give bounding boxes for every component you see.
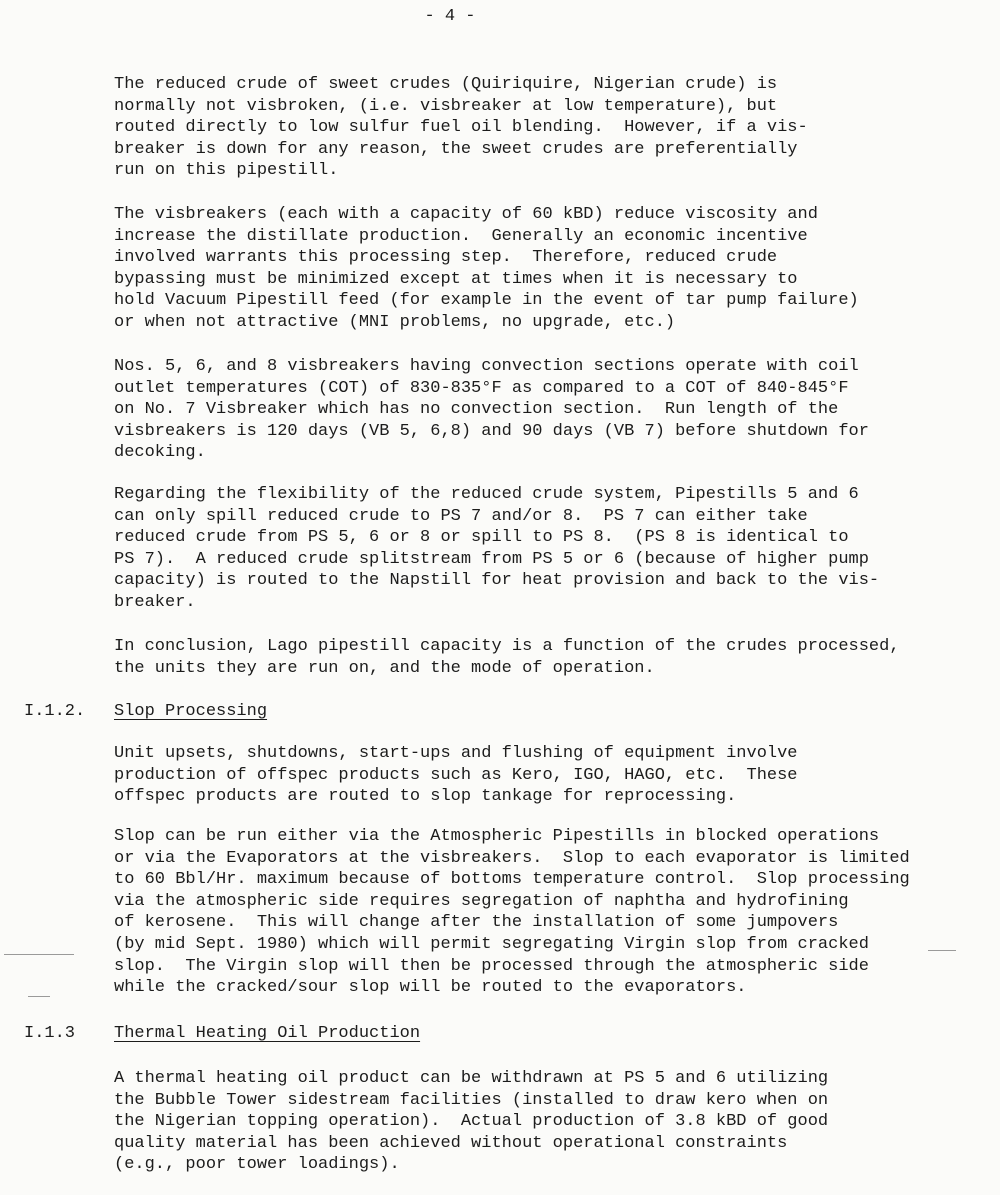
left-margin-scan-mark	[4, 954, 74, 955]
section-number-thermal-heating-oil: I.1.3	[24, 1024, 76, 1043]
right-margin-scan-mark	[928, 950, 956, 951]
section-title-slop-processing: Slop Processing	[114, 702, 268, 721]
section-title-thermal-heating-oil: Thermal Heating Oil Production	[114, 1024, 421, 1043]
left-margin-scan-mark	[28, 996, 50, 997]
page-number: - 4 -	[424, 7, 476, 26]
section-number-slop-processing: I.1.2.	[24, 702, 86, 721]
paragraph-conclusion: In conclusion, Lago pipestill capacity is a function of the crudes processed, the units they are run on, and the mode of operation.	[114, 637, 900, 678]
paragraph-visbreakers: The visbreakers (each with a capacity of 60 kBD) reduce viscosity and increase the distillate production. Generally an economic incentive involved warrants this processing step. Therefore, reduced crude bypassing must be minimized except at times when it is necessary to hold Vacuum Pipestill feed (for example in the event of tar pump failure) or when not attractive (MNI problems, no upgrade, etc.)	[114, 205, 859, 332]
paragraph-convection-sections: Nos. 5, 6, and 8 visbreakers having convection sections operate with coil outlet temperatures (COT) of 830-835°F as compared to a COT of 840-845°F on No. 7 Visbreaker which has no convection section. Run length of the visbreakers is 120 days (VB 5, 6,8) and 90 days (VB 7) before shutdown for decoking.	[114, 357, 869, 463]
paragraph-sweet-crudes: The reduced crude of sweet crudes (Quiriquire, Nigerian crude) is normally not visbroken, (i.e. visbreaker at low temperature), but routed directly to low sulfur fuel oil blending. However, if a vis- breaker is down for any reason, the sweet crudes are preferentially run on this pipestill.	[114, 75, 808, 181]
paragraph-reduced-crude-flexibility: Regarding the flexibility of the reduced crude system, Pipestills 5 and 6 can only spill reduced crude to PS 7 and/or 8. PS 7 can either take reduced crude from PS 5, 6 or 8 or spill to PS 8. (PS 8 is identical to PS 7). A reduced crude splitstream from PS 5 or 6 (because of higher pump capacity) is routed to the Napstill for heat provision and back to the vis- breaker.	[114, 485, 880, 612]
paragraph-slop-routing: Slop can be run either via the Atmospheric Pipestills in blocked operations or via the Evaporators at the visbreakers. Slop to each evaporator is limited to 60 Bbl/Hr. maximum because of bottoms temperature control. Slop processing via the atmospheric side requires segregation of naphtha and hydrofining of kerosene. This will change after the installation of some jumpovers (by mid Sept. 1980) which will permit segregating Virgin slop from cracked slop. The Virgin slop will then be processed through the atmospheric side while the cracked/sour slop will be routed to the evaporators.	[114, 827, 910, 998]
paragraph-unit-upsets: Unit upsets, shutdowns, start-ups and flushing of equipment involve production of offspec products such as Kero, IGO, HAGO, etc. These offspec products are routed to slop tankage for reprocessing.	[114, 744, 798, 807]
paragraph-thermal-heating-oil: A thermal heating oil product can be withdrawn at PS 5 and 6 utilizing the Bubble Tower sidestream facilities (installed to draw kero when on the Nigerian topping operation). Actual production of 3.8 kBD of good quality material has been achieved without operational constraints (e.g., poor tower loadings).	[114, 1069, 829, 1175]
